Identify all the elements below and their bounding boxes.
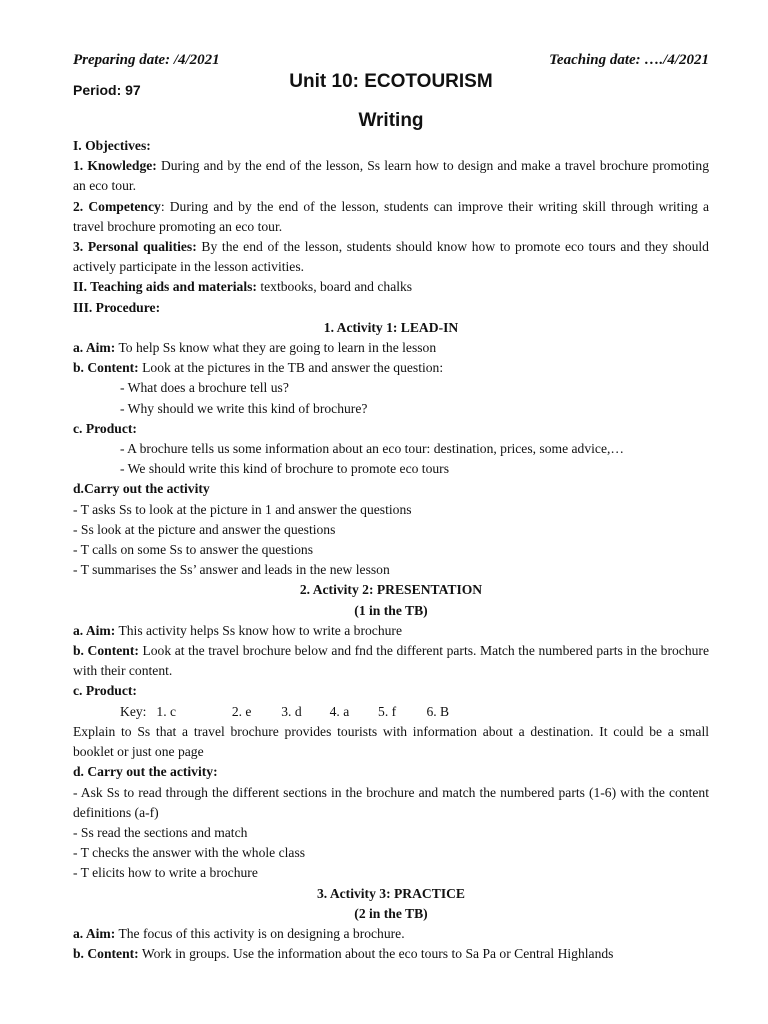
a2-product-label: c. Product:	[73, 683, 137, 699]
activity3-sub: (2 in the TB)	[354, 905, 428, 921]
a2-step-3: - T checks the answer with the whole class	[73, 845, 306, 861]
content-label: b. Content:	[73, 360, 139, 376]
key-item: 6. B	[426, 703, 450, 719]
knowledge-label: 1. Knowledge:	[73, 158, 157, 174]
answer-key	[73, 702, 709, 722]
qualities-text: By the end of the lesson, students should know how to promote eco tours and they should actively participate in the lesson activities.	[73, 239, 709, 275]
a1-step-1: - T asks Ss to look at the picture in 1 and answer the questions	[73, 501, 412, 517]
aim-label: a. Aim:	[73, 340, 116, 356]
preparing-date: Preparing date: /4/2021	[73, 52, 220, 68]
key-item: 4. a	[329, 703, 350, 719]
activity2-sub: (1 in the TB)	[354, 602, 428, 618]
a3-aim	[73, 924, 709, 944]
activity3-title: 3. Activity 3: PRACTICE	[316, 885, 465, 901]
objectives-heading: I. Objectives:	[73, 138, 151, 153]
aim-label: a. Aim:	[73, 622, 116, 638]
aids-paragraph	[73, 277, 709, 297]
procedure-heading: III. Procedure:	[73, 299, 161, 315]
a3-content	[73, 944, 709, 964]
unit-title: Unit 10: ECOTOURISM	[289, 71, 493, 92]
key-item: 2. e	[231, 703, 252, 719]
a2-step-2: - Ss read the sections and match	[73, 824, 248, 840]
aim-text: This activity helps Ss know how to write a brochure	[115, 622, 402, 638]
competency-label: 2. Competency	[73, 198, 161, 214]
aids-text: textbooks, board and chalks	[256, 279, 413, 295]
a1-step-4: - T summarises the Ss’ answer and leads in the new lesson	[73, 562, 390, 578]
date-header	[73, 50, 709, 72]
aim-text: The focus of this activity is on designing a brochure.	[115, 925, 405, 941]
a2-carry-label: d. Carry out the activity:	[73, 764, 218, 780]
a2-step-4: - T elicits how to write a brochure	[73, 865, 258, 881]
knowledge-text: During and by the end of the lesson, Ss learn how to design and make a travel brochure promoting an eco tour.	[73, 158, 709, 194]
competency-text: : During and by the end of the lesson, students can improve their writing skill through writing a travel brochure promoting an eco tour.	[73, 198, 709, 234]
lesson-plan-page	[73, 50, 709, 964]
content-text: Look at the pictures in the TB and answer the question:	[138, 360, 444, 376]
key-item: 1. c	[156, 703, 177, 719]
knowledge-paragraph	[73, 156, 709, 196]
section-title: Writing	[358, 110, 424, 131]
a1-carry-label: d.Carry out the activity	[73, 481, 210, 497]
content-text: Work in groups. Use the information about the eco tours to Sa Pa or Central Highlands	[138, 946, 614, 962]
a1-step-3: - T calls on some Ss to answer the questions	[73, 542, 314, 558]
aids-label: II. Teaching aids and materials:	[73, 279, 257, 295]
aim-text: To help Ss know what they are going to learn in the lesson	[115, 340, 437, 356]
aim-label: a. Aim:	[73, 925, 116, 941]
content-label: b. Content:	[73, 946, 139, 962]
a2-step-1: - Ask Ss to read through the different sections in the brochure and match the numbered parts (1-6) with the content definitions (a-f)	[73, 784, 709, 820]
a1-question-1: - What does a brochure tell us?	[120, 380, 289, 396]
a1-product-1: - A brochure tells us some information about an eco tour: destination, prices, some advice,…	[120, 441, 624, 457]
content-label: b. Content:	[73, 643, 139, 659]
a1-product-label: c. Product:	[73, 420, 137, 436]
competency-paragraph	[73, 197, 709, 237]
key-item: 5. f	[378, 703, 397, 719]
a1-content	[73, 358, 709, 378]
a2-content	[73, 641, 709, 681]
a1-question-2: - Why should we write this kind of brochure?	[120, 400, 368, 416]
activity1-title: 1. Activity 1: LEAD-IN	[323, 319, 459, 335]
content-text: Look at the travel brochure below and fnd the different parts. Match the numbered parts in the brochure with their content.	[73, 643, 709, 679]
qualities-paragraph	[73, 237, 709, 277]
a2-explain: Explain to Ss that a travel brochure provides tourists with information about a destination. It could be a small booklet or just one page	[73, 723, 709, 760]
teaching-date: Teaching date: …./4/2021	[549, 52, 709, 68]
a1-product-2: - We should write this kind of brochure to promote eco tours	[120, 461, 449, 477]
key-item: 3. d	[281, 703, 302, 719]
key-label: Key:	[120, 703, 147, 719]
activity2-title: 2. Activity 2: PRESENTATION	[299, 582, 483, 598]
qualities-label: 3. Personal qualities:	[73, 239, 197, 255]
a1-aim	[73, 338, 709, 358]
period-label: Period: 97	[73, 82, 141, 98]
a1-step-2: - Ss look at the picture and answer the questions	[73, 521, 336, 537]
a2-aim	[73, 621, 709, 641]
